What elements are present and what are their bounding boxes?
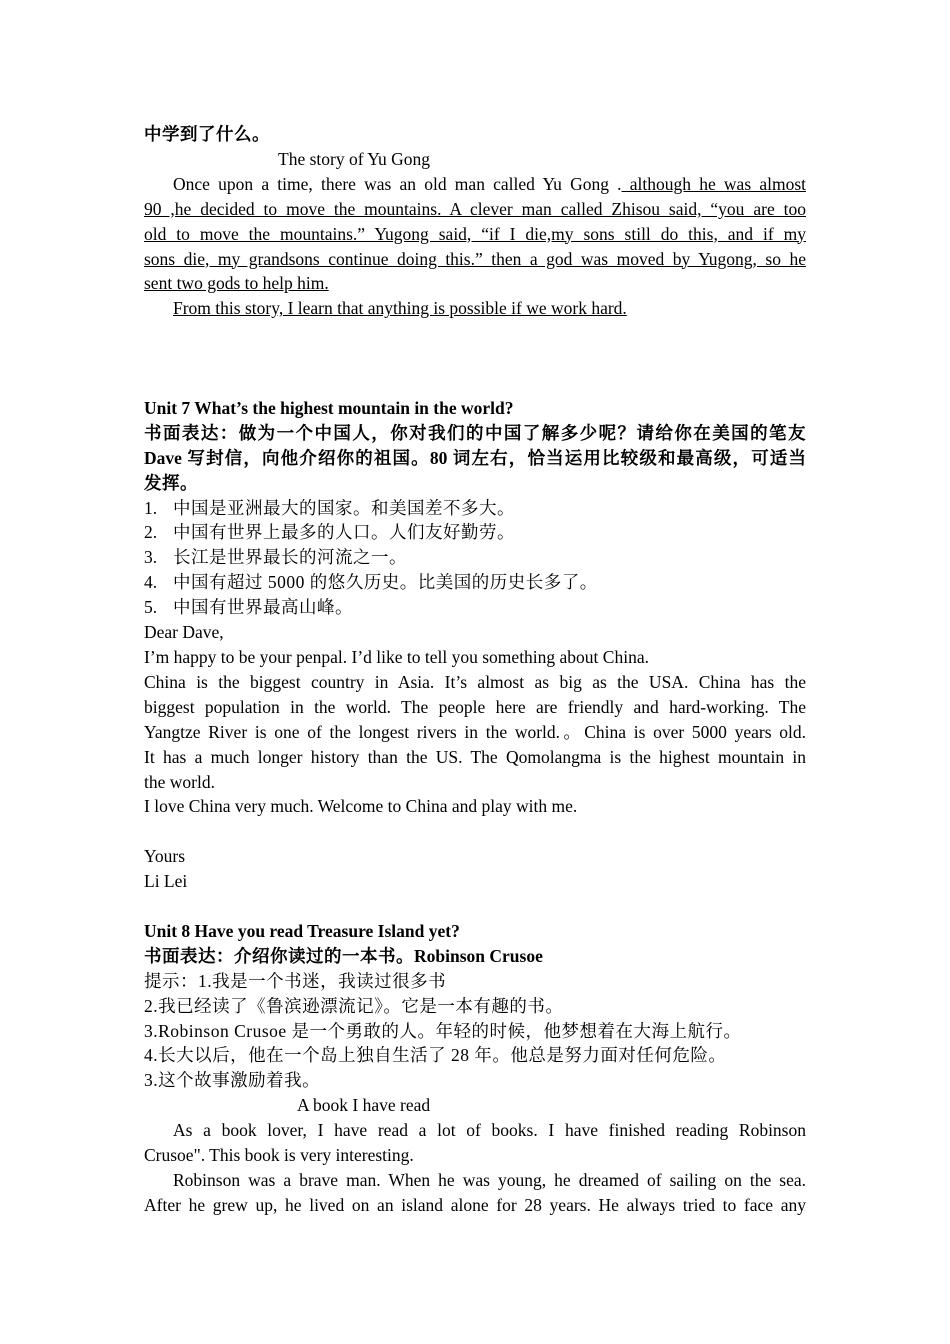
story-para1-line5-text: sent two gods to help him. — [144, 273, 329, 294]
unit7-task-line2: Dave 写封信，向他介绍你的祖国。80 词左右，恰当运用比较级和最高级，可适当 — [144, 447, 806, 468]
essay-para2-line2: After he grew up, he lived on an island alone for 28 years. He always tried to face any — [144, 1194, 806, 1215]
letter-signature: Li Lei — [144, 871, 188, 892]
letter-body-line4: It has a much longer history than the US. The Qomolangma is the highest mountain in — [144, 746, 806, 767]
letter-intro: I’m happy to be your penpal. I’d like to tell you something about China. — [144, 646, 649, 667]
unit7-title: Unit 7 What’s the highest mountain in the world? — [144, 397, 514, 418]
letter-body-line1: China is the biggest country in Asia. It’s almost as big as the USA. China has the — [144, 671, 806, 692]
section1-heading-tail: 中学到了什么。 — [144, 124, 270, 144]
unit7-task-line3: 发挥。 — [144, 472, 198, 493]
spacer — [144, 346, 806, 371]
letter-closing-line: I love China very much. Welcome to China and play with me. — [144, 796, 578, 817]
unit7-point-5: 5. 中国有世界最高山峰。 — [144, 597, 353, 618]
spacer — [144, 894, 806, 919]
unit7-point-4: 4. 中国有超过 5000 的悠久历史。比美国的历史长多了。 — [144, 572, 598, 593]
unit7-point-3: 3. 长江是世界最长的河流之一。 — [144, 547, 407, 568]
story-para2-text: From this story, I learn that anything is possible if we work hard. — [173, 298, 627, 319]
story-para1-lead: Once upon a time, there was an old man called Yu Gong . — [173, 173, 622, 194]
letter-body-line5: the world. — [144, 771, 215, 792]
unit8-hint-2: 2.我已经读了《鲁滨逊漂流记》。它是一本有趣的书。 — [144, 995, 564, 1016]
essay-para1-line2: Crusoe". This book is very interesting. — [144, 1145, 414, 1166]
spacer — [144, 819, 806, 844]
document-page — [144, 122, 806, 1218]
story-para1-line4: sons die, my grandsons continue doing this.” then a god was moved by Yugong, so he — [144, 248, 806, 269]
unit8-hint-5: 3.这个故事激励着我。 — [144, 1070, 321, 1091]
letter-body-line3: Yangtze River is one of the longest rivers in the world.。China is over 5000 years old. — [144, 721, 806, 742]
spacer — [144, 371, 806, 396]
unit8-task: 书面表达：介绍你读过的一本书。Robinson Crusoe — [144, 945, 543, 966]
unit8-hint-3: 3.Robinson Crusoe 是一个勇敢的人。年轻的时候，他梦想着在大海上航行。 — [144, 1020, 742, 1041]
story-para2 — [144, 296, 806, 321]
unit7-task-line1: 书面表达：做为一个中国人，你对我们的中国了解多少呢？请给你在美国的笔友 — [144, 422, 806, 443]
story-title: The story of Yu Gong — [278, 148, 430, 169]
letter-greeting: Dear Dave, — [144, 622, 224, 643]
essay-title: A book I have read — [297, 1095, 431, 1116]
story-para1-underlined-start: although he was almost — [621, 173, 806, 194]
letter-body-line2: biggest population in the world. The people here are friendly and hard-working. The — [144, 696, 806, 717]
essay-para1-line1: As a book lover, I have read a lot of books. I have finished reading Robinson — [173, 1120, 806, 1141]
unit7-point-1: 1. 中国是亚洲最大的国家。和美国差不多大。 — [144, 497, 515, 518]
unit8-hint-1: 提示：1.我是一个书迷，我读过很多书 — [144, 970, 447, 991]
story-para1-line5 — [144, 271, 806, 296]
story-para1-line2: 90 ,he decided to move the mountains. A clever man called Zhisou said, “you are too — [144, 198, 806, 219]
unit8-hint-4: 4.长大以后，他在一个岛上独自生活了 28 年。他总是努力面对任何危险。 — [144, 1045, 727, 1066]
story-para1-line1 — [144, 172, 806, 197]
spacer — [144, 321, 806, 346]
story-para1-line3: old to move the mountains.” Yugong said, “if I die,my sons still do this, and if my — [144, 223, 806, 244]
letter-signoff: Yours — [144, 846, 186, 867]
unit7-point-2: 2. 中国有世界上最多的人口。人们友好勤劳。 — [144, 522, 515, 543]
essay-para2-line1: Robinson was a brave man. When he was young, he dreamed of sailing on the sea. — [173, 1169, 806, 1190]
unit8-title: Unit 8 Have you read Treasure Island yet? — [144, 920, 460, 941]
